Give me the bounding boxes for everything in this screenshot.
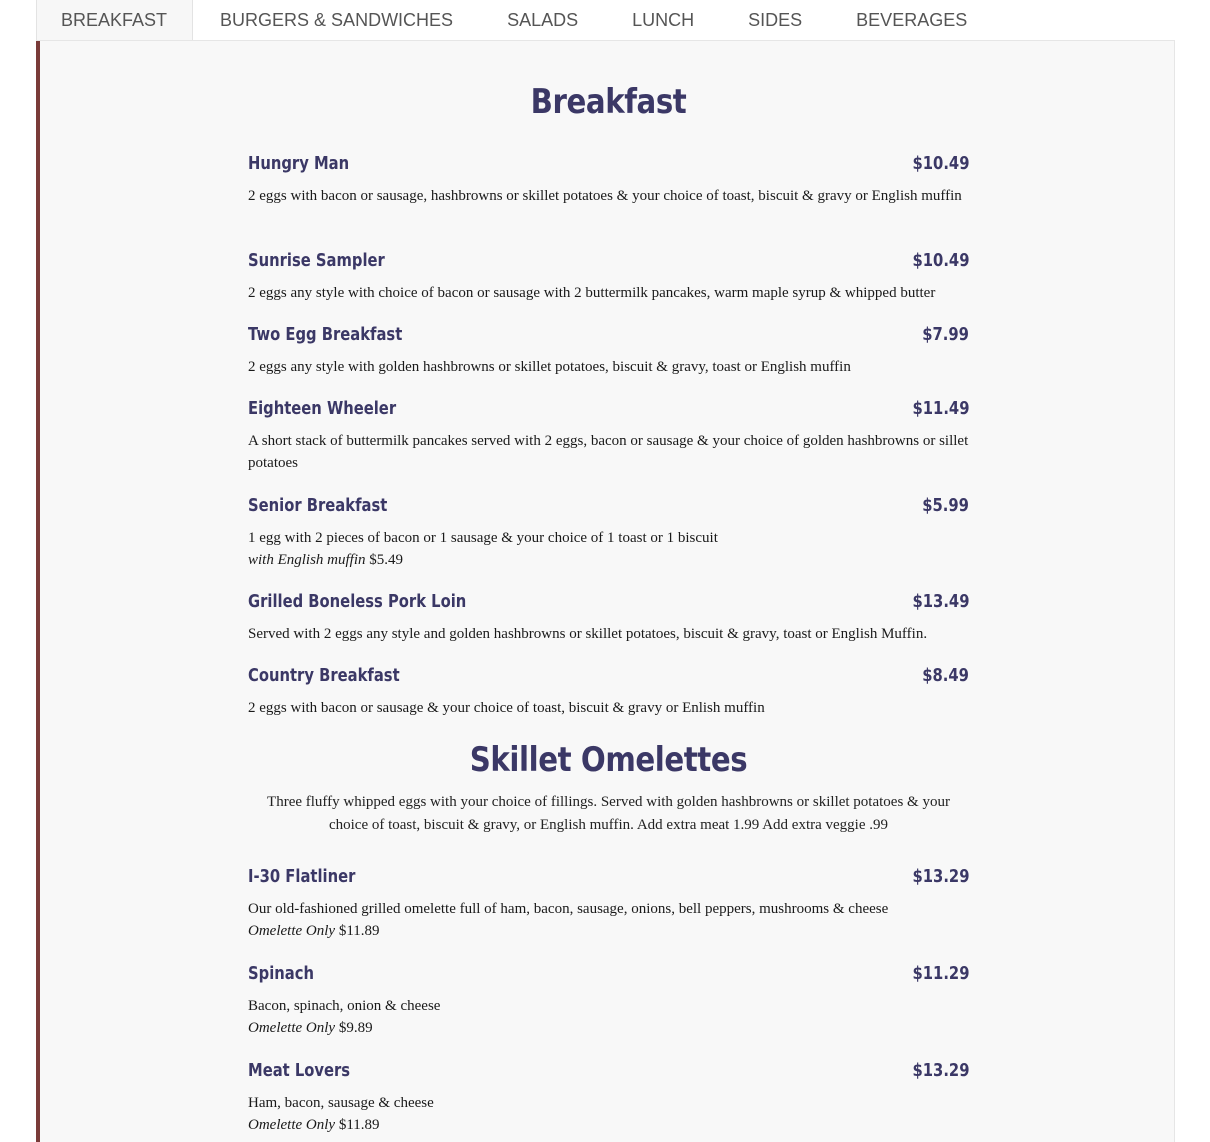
item-name: Hungry Man [248, 153, 350, 174]
option-label: Omelette Only [248, 1117, 336, 1133]
tab-lunch[interactable]: LUNCH [632, 9, 695, 30]
item-option [248, 1017, 969, 1039]
tab-beverages[interactable]: BEVERAGES [856, 9, 968, 30]
menu-panel [36, 41, 1175, 1142]
menu-item [248, 250, 969, 304]
item-price: $13.29 [912, 866, 969, 887]
option-price: $9.89 [338, 1020, 373, 1036]
item-name: Spinach [248, 963, 314, 984]
item-name: I-30 Flatliner [248, 866, 356, 887]
option-label: with English muffin [248, 552, 366, 568]
item-description: 2 eggs any style with choice of bacon or sausage with 2 buttermilk pancakes, warm maple syrup & whipped butter [248, 285, 936, 301]
section-description: Three fluffy whipped eggs with your choice of fillings. Served with golden hashbrowns or skillet potatoes & your choice of toast, biscuit & gravy, or English muffin. Add extra meat 1.99 Add extra veggie .99 [267, 794, 950, 833]
menu-item [248, 495, 969, 571]
option-price: $5.49 [369, 552, 404, 568]
item-price: $8.49 [922, 665, 969, 686]
item-price: $11.49 [912, 398, 969, 419]
item-description: A short stack of buttermilk pancakes served with 2 eggs, bacon or sausage & your choice of golden hashbrowns or sillet potatoes [248, 433, 969, 471]
item-name: Eighteen Wheeler [248, 398, 397, 419]
item-option [248, 1114, 969, 1136]
menu-item [248, 963, 969, 1039]
item-name: Grilled Boneless Pork Loin [248, 591, 467, 612]
item-name: Country Breakfast [248, 665, 400, 686]
section-title-breakfast: Breakfast [530, 82, 687, 122]
item-description: 2 eggs any style with golden hashbrowns or skillet potatoes, biscuit & gravy, toast or English muffin [248, 359, 851, 375]
item-description: 1 egg with 2 pieces of bacon or 1 sausage & your choice of 1 toast or 1 biscuit [248, 530, 718, 546]
tab-burgers-sandwiches[interactable]: BURGERS & SANDWICHES [220, 9, 454, 30]
item-price: $13.29 [912, 1060, 969, 1081]
item-description: 2 eggs with bacon or sausage & your choice of toast, biscuit & gravy or Enlish muffin [248, 700, 765, 716]
item-price: $10.49 [912, 153, 969, 174]
option-label: Omelette Only [248, 923, 336, 939]
item-description: Served with 2 eggs any style and golden hashbrowns or skillet potatoes, biscuit & gravy, toast or English Muffin. [248, 626, 928, 642]
menu-item [248, 324, 969, 378]
item-description: Ham, bacon, sausage & cheese [248, 1095, 434, 1111]
item-price: $11.29 [912, 963, 969, 984]
item-price: $13.49 [912, 591, 969, 612]
menu-item [248, 1060, 969, 1136]
menu-item [248, 591, 969, 645]
item-price: $10.49 [912, 250, 969, 271]
item-description: Our old-fashioned grilled omelette full of ham, bacon, sausage, onions, bell peppers, mushrooms & cheese [248, 901, 889, 917]
option-price: $11.89 [338, 923, 380, 939]
item-option [248, 549, 969, 571]
tab-sides[interactable]: SIDES [748, 9, 803, 30]
menu-item [248, 398, 969, 474]
item-price: $5.99 [922, 495, 969, 516]
section-title-omelettes: Skillet Omelettes [469, 740, 748, 780]
item-description: Bacon, spinach, onion & cheese [248, 998, 441, 1014]
item-option [248, 920, 969, 942]
item-name: Sunrise Sampler [248, 250, 385, 271]
item-name: Meat Lovers [248, 1060, 351, 1081]
menu-item [248, 153, 969, 207]
option-label: Omelette Only [248, 1020, 336, 1036]
menu-item [248, 665, 969, 719]
menu-item [248, 866, 969, 942]
item-price: $7.99 [922, 324, 969, 345]
tab-breakfast[interactable]: BREAKFAST [36, 0, 193, 40]
item-description: 2 eggs with bacon or sausage, hashbrowns or skillet potatoes & your choice of toast, biscuit & gravy or English muffin [248, 188, 962, 204]
tab-salads[interactable]: SALADS [507, 9, 579, 30]
category-tabs [36, 0, 1175, 41]
item-name: Senior Breakfast [248, 495, 388, 516]
item-name: Two Egg Breakfast [248, 324, 403, 345]
option-price: $11.89 [338, 1117, 380, 1133]
